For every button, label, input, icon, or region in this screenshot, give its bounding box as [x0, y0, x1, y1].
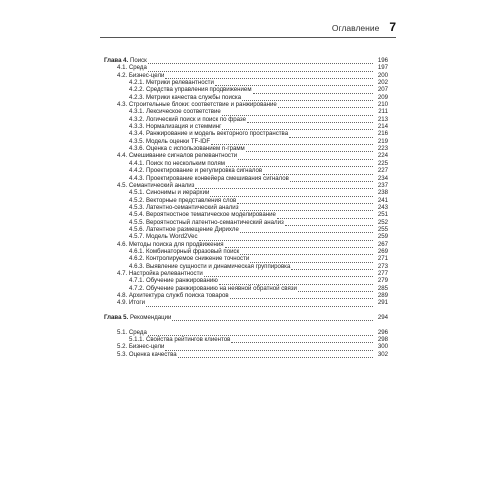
toc-page-number: 196	[377, 57, 388, 64]
dot-leader	[199, 234, 373, 240]
toc-page-number: 291	[377, 299, 388, 307]
toc-page-number: 223	[377, 145, 388, 153]
toc-entry	[104, 211, 388, 218]
toc-entry	[104, 138, 388, 145]
dot-leader	[246, 146, 373, 152]
toc-entry	[104, 343, 388, 350]
dot-leader	[285, 220, 373, 226]
toc-entry-title: 4.5.7. Модель Word2Vec	[129, 233, 198, 241]
dot-leader	[238, 154, 373, 160]
toc-page-number: 214	[377, 123, 388, 131]
toc-page-number: 209	[377, 93, 388, 101]
dot-leader	[278, 102, 373, 108]
toc-entry	[104, 351, 388, 358]
toc-page-number: 277	[377, 269, 388, 277]
dot-leader	[247, 117, 373, 123]
toc-entry	[104, 336, 388, 343]
toc-chapter-label: Глава 5.	[104, 314, 129, 322]
toc-entry	[104, 72, 388, 79]
toc-page-number: 259	[377, 233, 388, 241]
dot-leader	[290, 176, 373, 182]
dot-leader	[240, 249, 373, 255]
toc-entry	[104, 86, 388, 93]
toc-spacer	[104, 321, 388, 328]
toc-page-number: 241	[377, 196, 388, 204]
toc-entry	[104, 189, 388, 196]
toc-entry-title: 4.3. Строительные блоки: соответствие и ранжирование	[117, 101, 277, 109]
toc-chapter-entry	[104, 314, 388, 321]
toc-entry-title: 4.6.3. Выявление сущности и динамическая группировка	[129, 262, 291, 270]
toc-page-number: 207	[377, 86, 388, 94]
dot-leader	[148, 58, 373, 64]
toc-entry	[104, 108, 388, 115]
toc-page-number: 227	[377, 167, 388, 175]
toc-entry	[104, 219, 388, 226]
dot-leader	[204, 271, 373, 277]
toc-entry-title: 4.2. Бизнес-цели	[117, 71, 165, 79]
dot-leader	[148, 66, 373, 72]
toc-entry-title: 4.3.3. Нормализация и стемминг	[129, 123, 222, 131]
toc-spacer	[104, 307, 388, 314]
toc-entry	[104, 270, 388, 277]
toc-entry-title: 4.7. Настройка релевантности	[117, 269, 203, 277]
toc-entry	[104, 79, 388, 86]
toc-chapter-label: Глава 4.	[104, 57, 129, 64]
toc-entry-title: 4.9. Итоги	[117, 299, 145, 307]
toc-chapter-entry	[104, 57, 388, 64]
dot-leader	[298, 286, 373, 292]
toc-entry	[104, 116, 388, 123]
page-header	[100, 20, 396, 38]
toc-entry-title: 4.3.1. Лексическое соответствие	[129, 108, 221, 116]
toc-entry	[104, 64, 388, 71]
toc-entry	[104, 94, 388, 101]
toc-entry	[104, 285, 388, 292]
toc-entry	[104, 299, 388, 306]
toc-entry-title: 4.3.4. Ранжирование и модель векторного пространства	[129, 130, 289, 138]
toc-entry	[104, 123, 388, 130]
toc-entry	[104, 197, 388, 204]
toc-entry	[104, 292, 388, 299]
toc-entry	[104, 204, 388, 211]
toc-page-number: 298	[377, 336, 388, 344]
toc-page-number: 237	[377, 181, 388, 189]
dot-leader	[225, 242, 373, 248]
toc-entry	[104, 248, 388, 255]
dot-leader	[146, 301, 373, 307]
toc-entry-title: 4.3.5. Модель оценки TF-IDF	[129, 137, 211, 145]
toc-entry-title: 4.4. Смешивание сигналов релевантности	[117, 152, 238, 160]
dot-leader	[289, 132, 373, 138]
toc-entry	[104, 152, 388, 159]
dot-leader	[195, 183, 373, 189]
toc-entry-title: 4.2.2. Средства управления продвижением	[129, 86, 252, 94]
toc-entry	[104, 167, 388, 174]
dot-leader	[172, 315, 373, 321]
toc-page-number: 285	[377, 284, 388, 292]
toc-entry-title: 5.3. Оценка качества	[117, 350, 177, 358]
dot-leader	[237, 198, 373, 204]
toc-page-number: 219	[377, 137, 388, 145]
toc-page-number: 225	[377, 159, 388, 167]
toc-chapter-title: Рекомендации	[129, 314, 172, 322]
toc-entry-title: 4.5.2. Векторные представления слов	[129, 196, 237, 204]
toc-entry	[104, 277, 388, 284]
toc-page-number: 294	[377, 314, 388, 322]
toc-entry-title: 5.1. Среда	[117, 328, 147, 336]
toc-entry-title: 4.1. Среда	[117, 64, 147, 72]
toc-entry	[104, 101, 388, 108]
toc-page-number: 289	[377, 292, 388, 299]
toc-page-number: 213	[377, 115, 388, 123]
toc-entry-title: 4.5.6. Латентное размещение Дирихле	[129, 225, 239, 233]
toc-entry	[104, 263, 388, 270]
toc-entry-title: 4.5.1. Синонимы и иерархии	[129, 189, 210, 197]
toc-entry-title: 4.6.1. Комбинаторный фразовый поиск	[129, 247, 240, 255]
toc-page-number: 255	[377, 225, 388, 233]
toc-page-number: 302	[377, 350, 388, 358]
toc-entry-title: 4.8. Архитектура служб поиска товаров	[117, 292, 229, 299]
toc-page-number: 296	[377, 328, 388, 336]
toc-page-number: 211	[378, 108, 388, 116]
toc-page-number: 273	[377, 262, 388, 270]
toc-entry	[104, 233, 388, 240]
toc-entry-title: 5.2. Бизнес-цели	[117, 343, 165, 351]
toc-entry-title: 4.5.4. Вероятностное тематическое моделирование	[129, 211, 276, 219]
toc-page-number: 202	[377, 79, 388, 87]
toc-page-number: 279	[377, 277, 388, 285]
toc-page-number: 224	[377, 152, 388, 160]
dot-leader	[291, 264, 373, 270]
toc-entry	[104, 226, 388, 233]
dot-leader	[178, 352, 373, 358]
toc-entry-title: 4.5.3. Латентно-семантический анализ	[129, 203, 239, 211]
toc-page-number: 252	[377, 218, 388, 226]
toc-entry	[104, 160, 388, 167]
dot-leader	[230, 293, 373, 299]
toc-entry	[104, 175, 388, 182]
header-rule	[100, 37, 396, 38]
table-of-contents	[104, 57, 388, 358]
toc-page-number: 271	[377, 255, 388, 263]
toc-page-number: 300	[377, 343, 388, 351]
toc-entry-title: 4.6.2. Контролируемое снижение точности	[129, 255, 250, 263]
toc-entry-title	[104, 57, 147, 64]
dot-leader	[240, 227, 373, 233]
toc-entry-title: 4.4.3. Проектирование конвейера смешивания сигналов	[129, 174, 289, 182]
toc-page-number: 200	[377, 71, 388, 79]
toc-page-number: 267	[377, 240, 388, 248]
dot-leader	[253, 88, 373, 94]
toc-page-number: 216	[377, 130, 388, 138]
toc-entry-title: 4.5. Семантический анализ	[117, 181, 195, 189]
toc-entry-title: 4.7.2. Обучение ранжированию на неявной обратной связи	[129, 284, 297, 292]
toc-entry-title: 4.3.2. Логический поиск и поиск по фразе	[129, 115, 247, 123]
toc-entry-title: 4.4.2. Проектирование и регулировка сигналов	[129, 167, 263, 175]
toc-page-number: 234	[377, 174, 388, 182]
toc-entry-title: 4.2.3. Метрики качества службы поиска	[129, 93, 242, 101]
toc-entry-title: 5.1.1. Свойства рейтингов клиентов	[129, 336, 231, 344]
toc-entry	[104, 329, 388, 336]
toc-entry-title: 4.6. Методы поиска для продвижения	[117, 240, 224, 248]
toc-entry-title	[104, 314, 171, 321]
toc-entry-title: 4.5.5. Вероятностный латентно-семантический анализ	[129, 218, 284, 226]
toc-entry	[104, 130, 388, 137]
toc-entry-title: 4.3.6. Оценка с использованием n-грамм	[129, 145, 245, 153]
toc-entry-title: 4.4.1. Поиск по нескольким полям	[129, 159, 225, 167]
toc-page-number: 251	[377, 211, 388, 219]
toc-chapter-title: Поиск	[129, 57, 147, 64]
dot-leader	[277, 212, 373, 218]
toc-page-number: 269	[377, 247, 388, 255]
dot-leader	[165, 345, 373, 351]
toc-entry	[104, 182, 388, 189]
dot-leader	[231, 337, 373, 343]
toc-entry	[104, 255, 388, 262]
toc-page-number: 238	[377, 189, 388, 197]
page-number: 7	[389, 20, 396, 34]
toc-page-number: 210	[377, 101, 388, 109]
toc-entry	[104, 145, 388, 152]
toc-entry	[104, 241, 388, 248]
toc-page-number: 243	[377, 203, 388, 211]
toc-entry-title: 4.7.1. Обучение ранжированию	[129, 277, 218, 285]
toc-entry-title: 4.2.1. Метрики релевантности	[129, 79, 214, 87]
section-title: Оглавление	[331, 23, 380, 33]
toc-page-number: 197	[377, 64, 388, 72]
